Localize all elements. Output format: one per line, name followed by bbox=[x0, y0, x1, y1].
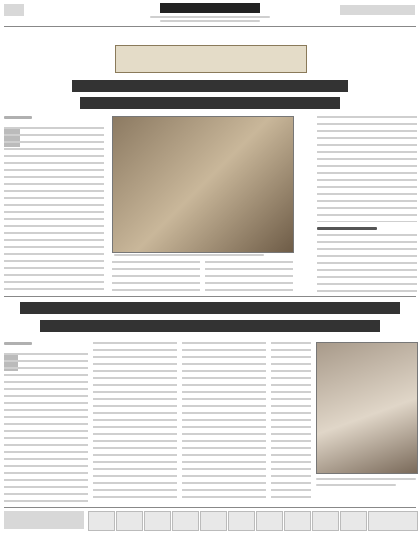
footer-rule bbox=[4, 507, 416, 508]
masthead-logo bbox=[160, 3, 260, 13]
photo-exhibition bbox=[112, 116, 294, 253]
byline-2 bbox=[4, 342, 32, 345]
quotes-logo bbox=[4, 511, 84, 529]
body-col-10 bbox=[271, 342, 311, 503]
headline-1-line-2 bbox=[80, 97, 340, 109]
masthead-subtitle-2 bbox=[160, 20, 260, 22]
quote-cell-10 bbox=[340, 511, 367, 531]
quote-cell-5 bbox=[200, 511, 227, 531]
quote-cell-2 bbox=[116, 511, 143, 531]
masthead-subtitle bbox=[150, 16, 270, 18]
quote-cell-6 bbox=[228, 511, 255, 531]
body-col-3 bbox=[205, 261, 293, 293]
body-col-8 bbox=[93, 342, 177, 503]
quote-cell-3 bbox=[144, 511, 171, 531]
photo-1-caption bbox=[114, 254, 264, 256]
body-col-1 bbox=[4, 127, 104, 292]
body-col-9 bbox=[182, 342, 266, 503]
headline-2-line-2 bbox=[40, 320, 380, 332]
byline-1 bbox=[4, 116, 32, 119]
quote-cell-4 bbox=[172, 511, 199, 531]
body-col-6 bbox=[317, 234, 417, 292]
quote-cell-8 bbox=[284, 511, 311, 531]
photo-2-caption-2 bbox=[316, 484, 396, 486]
photo-2-caption-1 bbox=[316, 478, 416, 480]
body-col-7 bbox=[4, 353, 88, 503]
quote-cell-7 bbox=[256, 511, 283, 531]
quote-cell-dollar bbox=[368, 511, 418, 531]
quote-cell-1 bbox=[88, 511, 115, 531]
page-number bbox=[4, 4, 24, 16]
photo-portrait bbox=[316, 342, 418, 474]
section-rule bbox=[4, 296, 416, 297]
section-title bbox=[340, 5, 415, 15]
section-banner bbox=[115, 45, 307, 73]
subhead-antecedentes bbox=[317, 227, 377, 230]
headline-1-line-1 bbox=[72, 80, 348, 92]
body-col-2 bbox=[112, 261, 200, 293]
header-rule bbox=[4, 26, 416, 27]
headline-2-line-1 bbox=[20, 302, 400, 314]
body-col-5 bbox=[317, 116, 417, 222]
quote-cell-9 bbox=[312, 511, 339, 531]
